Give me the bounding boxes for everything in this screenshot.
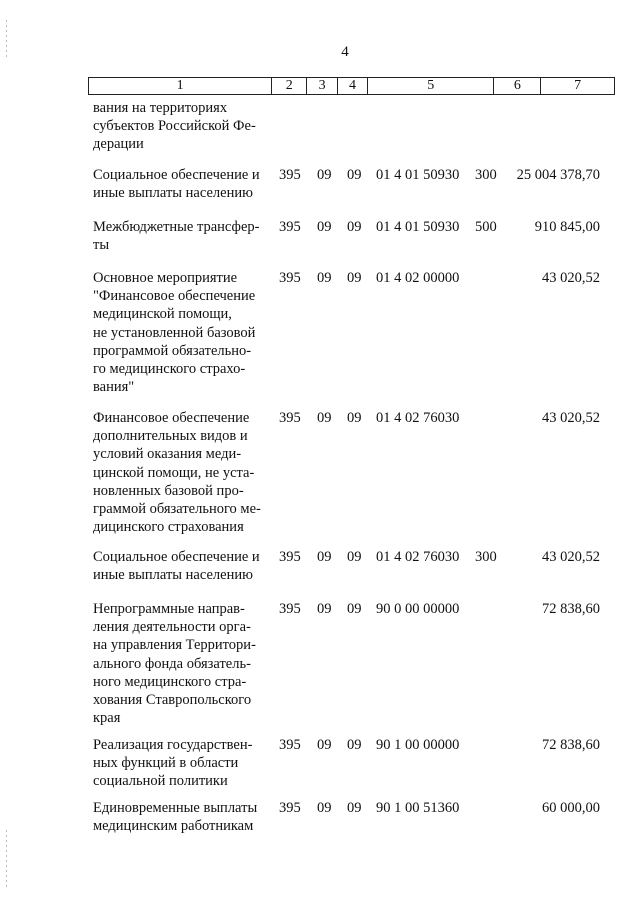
row-admin-code: 395 (279, 167, 301, 183)
row-target-code: 90 0 00 00000 (376, 601, 460, 617)
row-expense-type: 500 (475, 219, 497, 235)
row-subsection-code: 09 (347, 800, 362, 816)
row-section-code: 09 (317, 737, 332, 753)
row-amount: 72 838,60 (542, 737, 600, 753)
row-section-code: 09 (317, 601, 332, 617)
row-amount: 43 020,52 (542, 549, 600, 565)
row-amount: 910 845,00 (534, 219, 600, 235)
column-header-6: 6 (494, 78, 541, 94)
scan-margin-mark (6, 830, 7, 890)
row-subsection-code: 09 (347, 410, 362, 426)
row-name: Реализация государствен- ных функций в области социальной политики (93, 737, 253, 790)
row-target-code: 01 4 02 76030 (376, 549, 460, 565)
row-name: Социальное обеспечение и иные выплаты населению (93, 549, 260, 584)
row-name: Межбюджетные трансфер- ты (93, 219, 260, 254)
row-target-code: 01 4 02 00000 (376, 270, 460, 286)
row-expense-type: 300 (475, 549, 497, 565)
row-name: Социальное обеспечение и иные выплаты населению (93, 167, 260, 202)
row-expense-type: 300 (475, 167, 497, 183)
column-header-5: 5 (368, 78, 495, 94)
page-number: 4 (341, 44, 349, 60)
row-section-code: 09 (317, 800, 332, 816)
column-header-3: 3 (307, 78, 338, 94)
row-target-code: 90 1 00 51360 (376, 800, 460, 816)
row-amount: 72 838,60 (542, 601, 600, 617)
row-section-code: 09 (317, 219, 332, 235)
row-admin-code: 395 (279, 270, 301, 286)
row-amount: 43 020,52 (542, 410, 600, 426)
row-admin-code: 395 (279, 219, 301, 235)
table-header-row (88, 77, 615, 95)
row-target-code: 90 1 00 00000 (376, 737, 460, 753)
row-subsection-code: 09 (347, 270, 362, 286)
row-admin-code: 395 (279, 800, 301, 816)
row-section-code: 09 (317, 167, 332, 183)
row-section-code: 09 (317, 410, 332, 426)
row-target-code: 01 4 01 50930 (376, 219, 460, 235)
row-subsection-code: 09 (347, 737, 362, 753)
column-header-4: 4 (338, 78, 368, 94)
row-name: Основное мероприятие "Финансовое обеспечение медицинской помощи, не установленной базовой программой обязательно- го медицинского страхо- вания" (93, 270, 256, 396)
row-admin-code: 395 (279, 737, 301, 753)
scan-margin-mark (6, 20, 7, 60)
row-subsection-code: 09 (347, 601, 362, 617)
row-admin-code: 395 (279, 601, 301, 617)
row-amount: 43 020,52 (542, 270, 600, 286)
row-target-code: 01 4 02 76030 (376, 410, 460, 426)
row-name: Непрограммные направ- ления деятельности орга- на управления Территори- ального фонда обязатель- ного медицинского стра- хования Ставропольского края (93, 601, 256, 727)
row-section-code: 09 (317, 549, 332, 565)
row-amount: 25 004 378,70 (516, 167, 600, 183)
column-header-1: 1 (89, 78, 272, 94)
row-subsection-code: 09 (347, 219, 362, 235)
row-target-code: 01 4 01 50930 (376, 167, 460, 183)
column-header-2: 2 (272, 78, 307, 94)
row-name: вания на территориях субъектов Российской Фе- дерации (93, 100, 256, 153)
row-name: Единовременные выплаты медицинским работникам (93, 800, 258, 835)
row-admin-code: 395 (279, 549, 301, 565)
row-admin-code: 395 (279, 410, 301, 426)
column-header-7: 7 (574, 78, 582, 93)
row-section-code: 09 (317, 270, 332, 286)
row-amount: 60 000,00 (542, 800, 600, 816)
row-subsection-code: 09 (347, 549, 362, 565)
row-subsection-code: 09 (347, 167, 362, 183)
row-name: Финансовое обеспечение дополнительных видов и условий оказания меди- цинской помощи, не уста- новленных базовой про- граммой обязательного ме- дицинского страхования (93, 410, 261, 536)
